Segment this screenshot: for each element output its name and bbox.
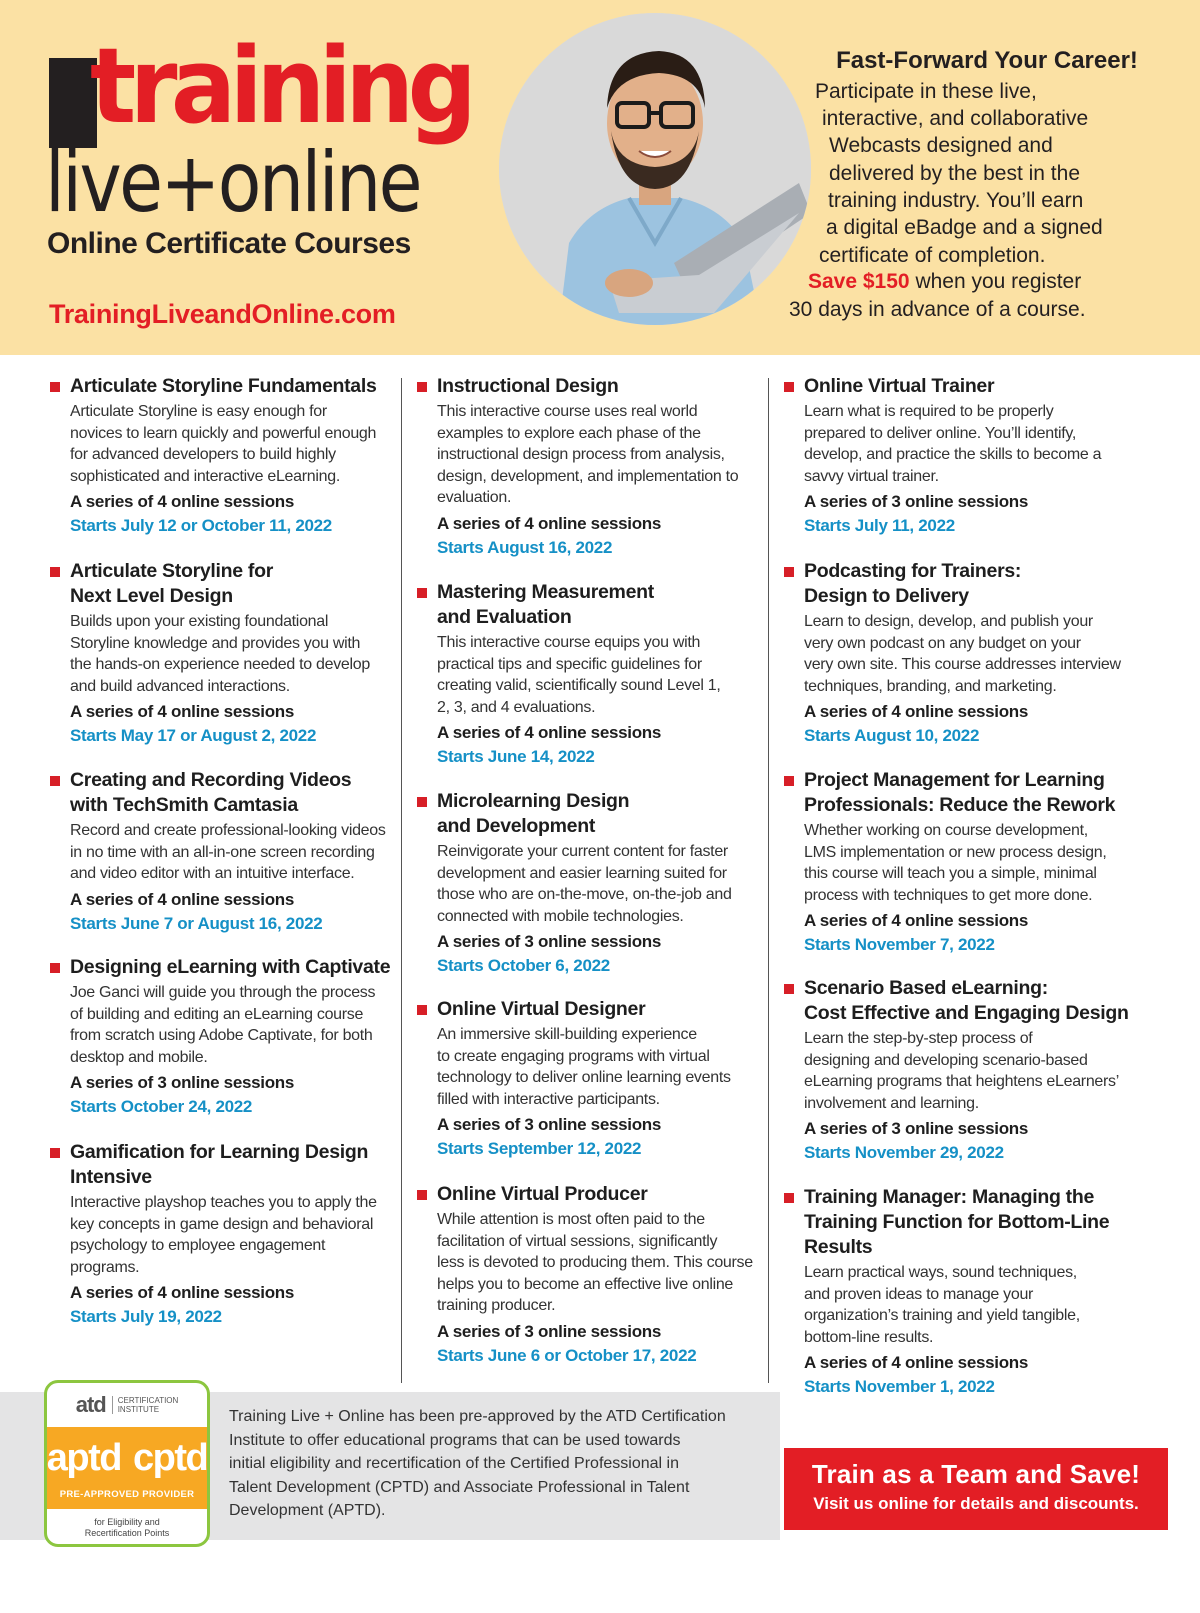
eligibility-line: Recertification Points [84, 1528, 170, 1538]
course-description [437, 632, 762, 718]
course-start-date: Starts July 19, 2022 [70, 1307, 222, 1326]
course-title [437, 374, 762, 399]
course-description [804, 1262, 1134, 1348]
course-start-date: Starts August 16, 2022 [437, 537, 613, 557]
course-title [437, 789, 762, 839]
course-description-line: of building and editing an eLearning course [70, 1005, 364, 1023]
cptd-label: cptd [133, 1436, 208, 1479]
course-card [437, 789, 762, 978]
team-banner-subtitle: Visit us online for details and discounts. [813, 1494, 1139, 1513]
course-sessions: A series of 4 online sessions [70, 889, 295, 909]
course-title-line: Scenario Based eLearning: [804, 977, 1048, 999]
course-title-line: Gamification for Learning Design [70, 1141, 369, 1163]
course-start-date: Starts November 29, 2022 [804, 1143, 1004, 1162]
course-sessions: A series of 3 online sessions [437, 1321, 662, 1341]
course-start-date: Starts October 6, 2022 [437, 956, 610, 975]
hero-photo [499, 13, 811, 325]
course-description [437, 401, 762, 509]
course-card [804, 1185, 1134, 1399]
course-description-line: Learn practical ways, sound techniques, [804, 1264, 1077, 1281]
course-description [70, 1192, 395, 1278]
promo-text-line: certificate of completion. [819, 244, 1046, 267]
course-title-line: Articulate Storyline Fundamentals [70, 375, 377, 397]
course-title [70, 955, 395, 980]
red-square-bullet-icon [784, 1193, 794, 1203]
promo-heading: Fast-Forward Your Career! [836, 47, 1138, 74]
course-title [70, 374, 395, 399]
red-square-bullet-icon [417, 588, 427, 598]
course-title-line: with TechSmith Camtasia [70, 794, 298, 816]
course-sessions: A series of 3 online sessions [804, 1119, 1029, 1138]
course-description-line: examples to explore each phase of the [437, 424, 701, 442]
atd-text-line: Institute to offer educational programs that can be used towards [229, 1431, 681, 1449]
promo-text-line: Webcasts designed and [829, 134, 1053, 157]
course-title [437, 997, 762, 1022]
course-description-line: Storyline knowledge and provides you with [70, 634, 361, 652]
promo-text-line: 30 days in advance of a course. [789, 298, 1086, 321]
aptd-label: aptd [46, 1436, 121, 1479]
course-card [804, 374, 1134, 538]
logo-live-online: live+online [45, 134, 420, 231]
course-start-date: Starts May 17 or August 2, 2022 [70, 726, 317, 745]
atd-text-line: initial eligibility and recertification of the Certified Professional in [229, 1455, 679, 1473]
course-title [804, 1185, 1134, 1260]
course-start-date: Starts June 7 or August 16, 2022 [70, 913, 323, 933]
course-title-line: Training Manager: Managing the [804, 1186, 1095, 1208]
course-description-line: Learn the step-by-step process of [804, 1030, 1033, 1047]
course-description [804, 401, 1134, 487]
course-description-line: develop, and practice the skills to become a [804, 446, 1102, 463]
atd-text-line: Training Live + Online has been pre-approved by the ATD Certification [229, 1408, 726, 1425]
course-title-line: Designing eLearning with Captivate [70, 956, 391, 978]
atd-text-line: Development (APTD). [229, 1502, 386, 1520]
course-description-line: the hands-on experience needed to develop [70, 656, 370, 673]
course-sessions: A series of 3 online sessions [437, 932, 662, 951]
course-start-date: Starts June 6 or October 17, 2022 [437, 1345, 697, 1365]
course-start-date: Starts July 11, 2022 [804, 516, 955, 535]
course-start-date: Starts September 12, 2022 [437, 1139, 642, 1158]
course-title-line: Design to Delivery [804, 585, 969, 607]
red-square-bullet-icon [50, 963, 60, 973]
man-with-laptop-illustration [499, 13, 811, 325]
course-sessions: A series of 3 online sessions [804, 492, 1029, 511]
course-sessions: A series of 4 online sessions [437, 723, 662, 742]
course-title-line: Intensive [70, 1166, 152, 1188]
course-card [70, 955, 395, 1119]
atd-provider-badge [44, 1380, 210, 1547]
course-description-line: instructional design process from analysis, [437, 446, 725, 463]
atd-institute-label [112, 1396, 179, 1414]
promo-text-line: Participate in these live, [815, 80, 1037, 103]
atd-badge-header [47, 1383, 207, 1427]
course-description-line: Builds upon your existing foundational [70, 613, 329, 630]
course-description-line: designing and developing scenario-based [804, 1051, 1088, 1069]
course-description-line: desktop and mobile. [70, 1048, 208, 1066]
course-card [70, 559, 395, 748]
course-title-line: Creating and Recording Videos [70, 769, 352, 791]
course-description-line: Interactive playshop teaches you to apply the [70, 1194, 377, 1211]
course-sessions: A series of 4 online sessions [804, 702, 1029, 721]
course-description-line: in no time with an all-in-one screen recording [70, 843, 375, 861]
red-square-bullet-icon [50, 776, 60, 786]
course-start-date: Starts August 10, 2022 [804, 726, 980, 745]
course-description-line: practical tips and specific guidelines for [437, 655, 702, 673]
promo-text-line: training industry. You’ll earn [828, 189, 1084, 212]
course-description-line: novices to learn quickly and powerful enough [70, 424, 377, 442]
course-description-line: filled with interactive participants. [437, 1090, 660, 1108]
course-title-line: Online Virtual Trainer [804, 375, 995, 397]
red-square-bullet-icon [784, 382, 794, 392]
course-sessions: A series of 4 online sessions [804, 1353, 1029, 1372]
course-start-date: Starts November 1, 2022 [804, 1377, 995, 1396]
course-card [804, 768, 1134, 957]
course-sessions: A series of 4 online sessions [437, 513, 662, 533]
course-card [70, 768, 395, 936]
course-description [70, 820, 395, 885]
course-description-line: those who are on-the-move, on-the-job and [437, 886, 732, 903]
course-title-line: Project Management for Learning [804, 769, 1105, 791]
course-description-line: and proven ideas to manage your [804, 1285, 1034, 1303]
website-link[interactable]: TrainingLiveandOnline.com [49, 299, 396, 329]
red-square-bullet-icon [417, 797, 427, 807]
course-description [437, 1209, 762, 1317]
promo-text-line: interactive, and collaborative [822, 107, 1089, 130]
course-description-line: involvement and learning. [804, 1094, 979, 1112]
course-title-line: Next Level Design [70, 585, 233, 607]
course-description-line: process with techniques to get more done. [804, 886, 1093, 904]
course-description-line: from scratch using Adobe Captivate, for both [70, 1027, 373, 1044]
course-description-line: creating valid, scientifically sound Level 1, [437, 677, 721, 694]
course-description-line: techniques, branding, and marketing. [804, 677, 1057, 695]
red-square-bullet-icon [784, 776, 794, 786]
course-description-line: Reinvigorate your current content for faster [437, 843, 728, 860]
red-square-bullet-icon [50, 1148, 60, 1158]
course-description [437, 841, 762, 927]
course-description-line: facilitation of virtual sessions, significantly [437, 1232, 718, 1250]
page-subtitle: Online Certificate Courses [47, 227, 411, 260]
preapproved-label: PRE-APPROVED PROVIDER [47, 1489, 207, 1509]
save-rest: when you register [915, 270, 1082, 293]
red-square-bullet-icon [50, 382, 60, 392]
course-description [804, 611, 1134, 697]
eligibility-label [47, 1509, 207, 1539]
course-title [70, 559, 395, 609]
course-sessions: A series of 4 online sessions [70, 702, 295, 721]
course-title-line: Podcasting for Trainers: [804, 560, 1022, 582]
course-description-line: eLearning programs that heightens eLearners’ [804, 1073, 1120, 1090]
course-card [437, 374, 762, 560]
column-divider [768, 378, 769, 1383]
course-description-line: and build advanced interactions. [70, 677, 290, 695]
course-card [437, 580, 762, 769]
course-description-line: This interactive course uses real world [437, 403, 698, 420]
course-description-line: sophisticated and interactive eLearning. [70, 467, 340, 485]
course-title-line: Mastering Measurement [437, 581, 654, 603]
red-square-bullet-icon [50, 567, 60, 577]
eligibility-line: for Eligibility and [94, 1517, 160, 1527]
course-title [804, 768, 1134, 818]
course-description-line: Record and create professional-looking videos [70, 822, 386, 839]
course-description [70, 611, 395, 697]
course-description-line: An immersive skill-building experience [437, 1026, 697, 1043]
course-description-line: development and easier learning suited for [437, 864, 727, 882]
course-title-line: Cost Effective and Engaging Design [804, 1002, 1129, 1024]
course-title-line: Professionals: Reduce the Rework [804, 794, 1116, 816]
atd-approval-text [229, 1405, 759, 1523]
atd-logo: atd [75, 1392, 106, 1417]
course-description-line: very own site. This course addresses interview [804, 656, 1121, 673]
course-description-line: This interactive course equips you with [437, 634, 701, 651]
course-description-line: prepared to deliver online. You’ll identify, [804, 424, 1077, 442]
red-square-bullet-icon [417, 1005, 427, 1015]
red-square-bullet-icon [784, 984, 794, 994]
course-title [804, 559, 1134, 609]
course-description-line: bottom-line results. [804, 1328, 934, 1346]
team-banner-title: Train as a Team and Save! [811, 1459, 1141, 1489]
promo-text-line: a digital eBadge and a signed [826, 216, 1103, 239]
course-description-line: connected with mobile technologies. [437, 907, 684, 925]
course-description-line: for advanced developers to build highly [70, 446, 336, 463]
atd-institute-line: CERTIFICATION [117, 1396, 179, 1405]
course-start-date: Starts July 12 or October 11, 2022 [70, 516, 332, 535]
course-title-line: Online Virtual Producer [437, 1183, 648, 1205]
course-title-line: Training Function for Bottom-Line [804, 1211, 1110, 1233]
course-description-line: While attention is most often paid to the [437, 1211, 705, 1228]
course-title [804, 374, 1134, 399]
course-description-line: 2, 3, and 4 evaluations. [437, 698, 596, 716]
course-description-line: design, development, and implementation to [437, 467, 739, 485]
course-description-line: to create engaging programs with virtual [437, 1047, 710, 1065]
promo-save-line [808, 270, 1081, 294]
course-title [70, 1140, 395, 1190]
course-description-line: evaluation. [437, 489, 512, 506]
course-start-date: Starts June 14, 2022 [437, 747, 595, 766]
red-square-bullet-icon [784, 567, 794, 577]
course-sessions: A series of 4 online sessions [70, 492, 295, 511]
course-title-line: and Evaluation [437, 606, 572, 628]
course-description-line: technology to deliver online learning events [437, 1069, 731, 1086]
course-description-line: psychology to employee engagement [70, 1237, 326, 1254]
course-start-date: Starts November 7, 2022 [804, 935, 995, 954]
course-description-line: Learn what is required to be properly [804, 403, 1054, 420]
course-description [70, 401, 395, 487]
team-discount-banner[interactable] [784, 1448, 1168, 1530]
promo-text-line: delivered by the best in the [829, 162, 1080, 185]
course-description [804, 820, 1134, 906]
course-description-line: Learn to design, develop, and publish your [804, 613, 1093, 630]
course-card [70, 374, 395, 538]
course-title-line: Microlearning Design [437, 790, 630, 812]
course-title [70, 768, 395, 818]
course-start-date: Starts October 24, 2022 [70, 1097, 253, 1116]
course-title-line: Results [804, 1236, 873, 1258]
column-divider [401, 378, 402, 1383]
course-description-line: Joe Ganci will guide you through the process [70, 984, 376, 1001]
atd-institute-line: INSTITUTE [117, 1405, 160, 1414]
atd-text-line: Talent Development (CPTD) and Associate Professional in Talent [229, 1478, 690, 1496]
course-description-line: Articulate Storyline is easy enough for [70, 403, 327, 420]
course-description-line: training producer. [437, 1297, 556, 1314]
red-square-bullet-icon [417, 382, 427, 392]
course-title-line: Online Virtual Designer [437, 998, 646, 1020]
course-description-line: LMS implementation or new process design, [804, 843, 1107, 861]
course-card [437, 997, 762, 1161]
course-title-line: Articulate Storyline for [70, 560, 274, 582]
course-description-line: key concepts in game design and behavioral [70, 1215, 374, 1233]
course-card [804, 559, 1134, 748]
save-amount: Save $150 [808, 270, 910, 293]
red-square-bullet-icon [417, 1190, 427, 1200]
course-card [70, 1140, 395, 1329]
course-description-line: less is devoted to producing them. This course [437, 1254, 753, 1271]
course-description-line: very own podcast on any budget on your [804, 634, 1081, 652]
course-description-line: this course will teach you a simple, minimal [804, 865, 1097, 882]
course-description-line: programs. [70, 1258, 140, 1276]
course-description [437, 1024, 762, 1110]
course-sessions: A series of 3 online sessions [437, 1115, 662, 1134]
course-title [437, 1182, 762, 1207]
course-description [804, 1028, 1134, 1114]
course-description-line: organization’s training and yield tangible, [804, 1307, 1080, 1324]
course-description-line: Whether working on course development, [804, 822, 1088, 839]
logo-training-word: training [90, 25, 471, 147]
course-title-line: and Development [437, 815, 596, 837]
atd-credentials [47, 1427, 207, 1489]
course-description [70, 982, 395, 1068]
course-description-line: and video editor with an intuitive interface. [70, 865, 355, 882]
course-sessions: A series of 4 online sessions [70, 1283, 295, 1302]
course-description-line: savvy virtual trainer. [804, 467, 939, 485]
course-title [804, 976, 1134, 1026]
course-card [804, 976, 1134, 1165]
course-card [437, 1182, 762, 1368]
course-title [437, 580, 762, 630]
course-sessions: A series of 3 online sessions [70, 1073, 295, 1092]
course-description-line: helps you to become an effective live online [437, 1275, 734, 1293]
course-title-line: Instructional Design [437, 375, 619, 397]
course-sessions: A series of 4 online sessions [804, 911, 1029, 930]
